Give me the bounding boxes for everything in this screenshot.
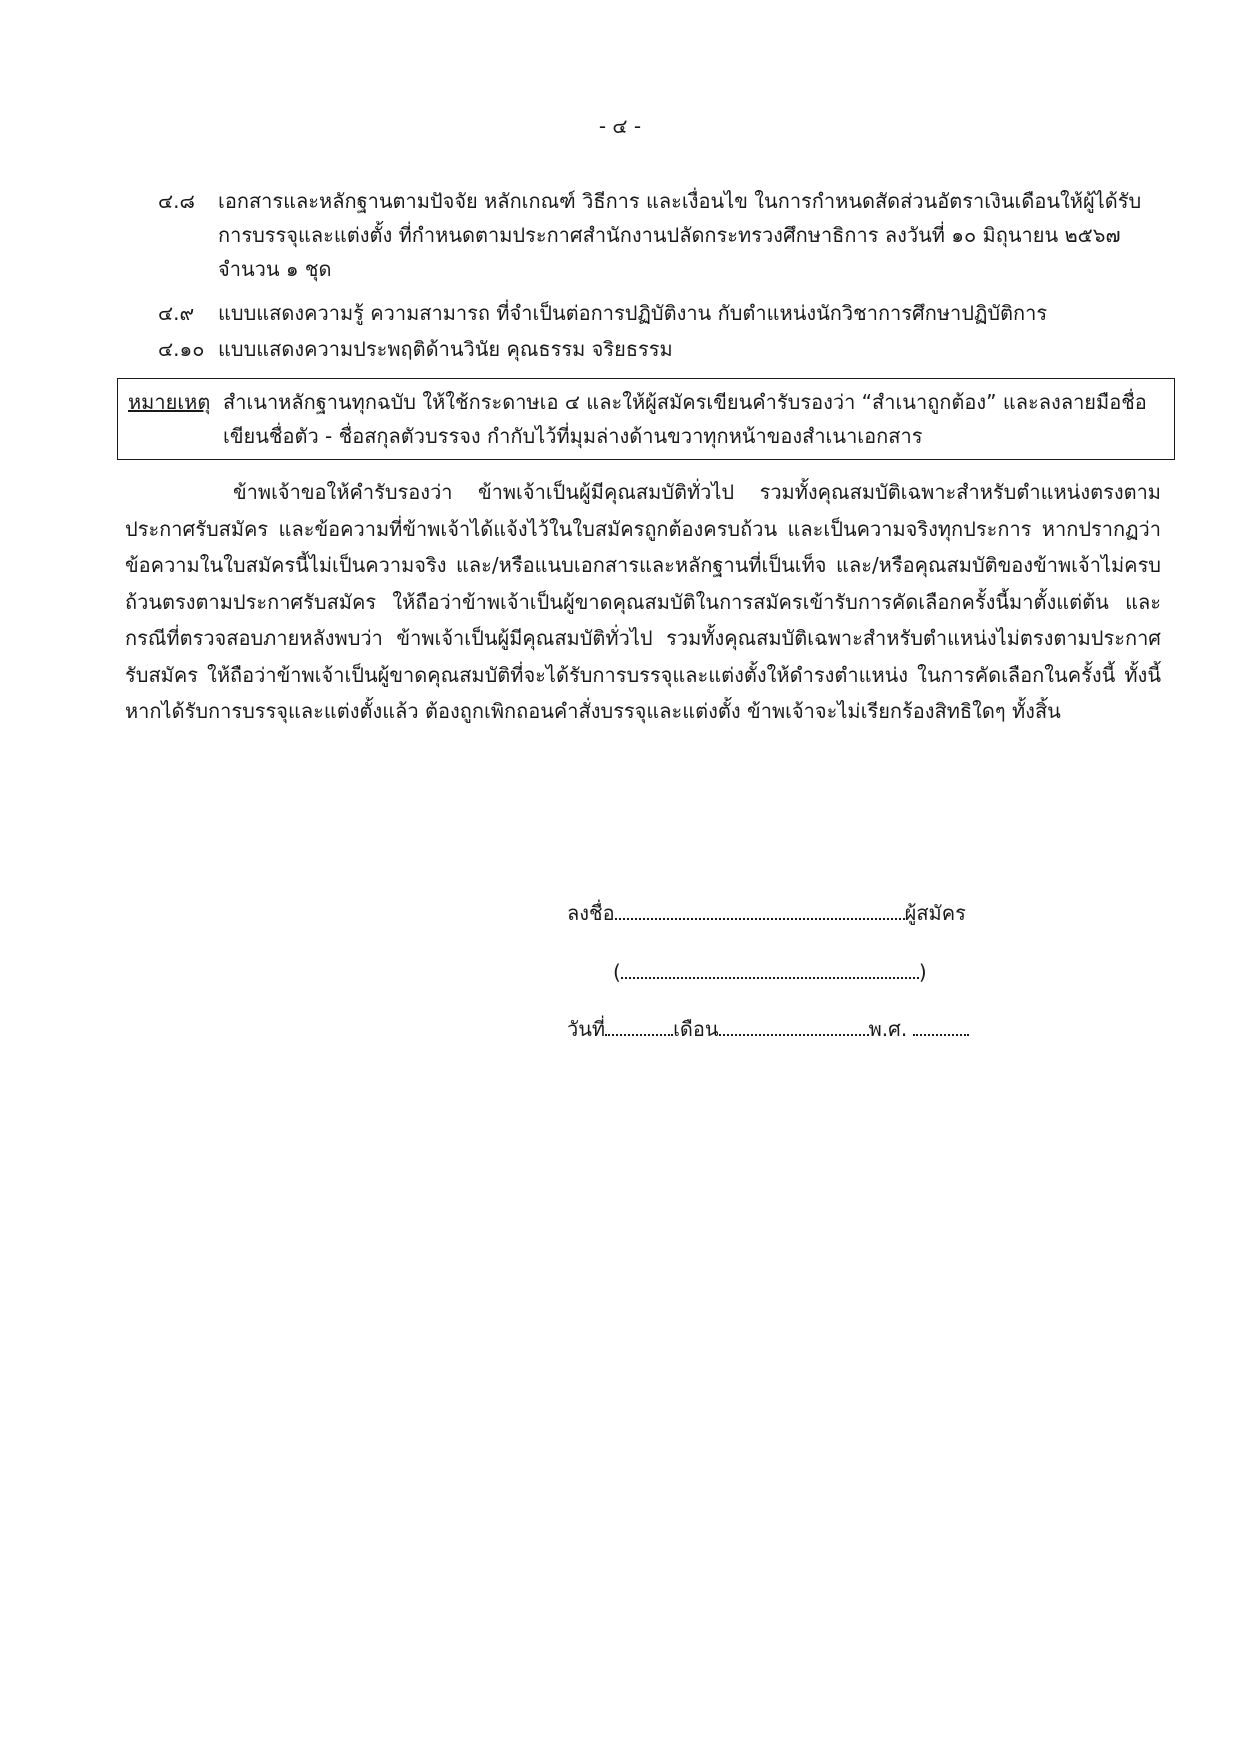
- item-number: ๔.๘: [158, 189, 195, 213]
- month-blank[interactable]: [719, 1014, 869, 1036]
- list-item-4-9: [158, 296, 1158, 330]
- certification-paragraph: ข้าพเจ้าขอให้คำรับรองว่า ข้าพเจ้าเป็นผู้มีคุณสมบัติทั่วไป รวมทั้งคุณสมบัติเฉพาะสำหรับตำแหน่งตรงตามประกาศรับสมัคร และข้อความที่ข้าพเจ้าได้แจ้งไว้ในใบสมัครถูกต้องครบถ้วน และเป็นความจริงทุกประการ หากปรากฏว่าข้อความในใบสมัครนี้ไม่เป็นความจริง และ/หรือแนบเอกสารและหลักฐานที่เป็นเท็จ และ/หรือคุณสมบัติของข้าพเจ้าไม่ครบถ้วนตรงตามประกาศรับสมัคร ให้ถือว่าข้าพเจ้าเป็นผู้ขาดคุณสมบัติในการสมัครเข้ารับการคัดเลือกครั้งนี้มาตั้งแต่ต้น และกรณีที่ตรวจสอบภายหลังพบว่า ข้าพเจ้าเป็นผู้มีคุณสมบัติทั่วไป รวมทั้งคุณสมบัติเฉพาะสำหรับตำแหน่งไม่ตรงตามประกาศรับสมัคร ให้ถือว่าข้าพเจ้าเป็นผู้ขาดคุณสมบัติที่จะได้รับการบรรจุและแต่งตั้งให้ดำรงตำแหน่ง ในการคัดเลือกในครั้งนี้ ทั้งนี้ หากได้รับการบรรจุและแต่งตั้งแล้ว ต้องถูกเพิกถอนคำสั่งบรรจุและแต่งตั้ง ข้าพเจ้าจะไม่เรียกร้องสิทธิใดๆ ทั้งสิ้น: [125, 480, 1161, 723]
- signature-line: [567, 896, 966, 930]
- item-text: แบบแสดงความประพฤติด้านวินัย คุณธรรม จริยธรรม: [218, 337, 673, 361]
- date-line: [567, 1012, 969, 1046]
- name-blank[interactable]: [621, 957, 919, 979]
- note-text: สำเนาหลักฐานทุกฉบับ ให้ใช้กระดาษเอ ๔ และให้ผู้สมัครเขียนคำรับรองว่า “สำเนาถูกต้อง” และลงลายมือชื่อ เขียนชื่อตัว - ชื่อสกุลตัวบรรจง กำกับไว้ที่มุมล่างด้านขวาทุกหน้าของสำเนาเอกสาร: [223, 390, 1147, 448]
- item-number: ๔.๑๐: [158, 337, 205, 361]
- year-label: พ.ศ.: [868, 1017, 908, 1041]
- open-paren: (: [613, 960, 621, 984]
- day-label: วันที่: [567, 1017, 606, 1041]
- day-blank[interactable]: [605, 1014, 673, 1036]
- note-box: [117, 378, 1175, 460]
- signature-blank[interactable]: [615, 898, 905, 920]
- close-paren: ): [918, 960, 927, 984]
- page-number: - ๔ -: [598, 114, 642, 138]
- sign-label: ลงชื่อ: [567, 901, 615, 925]
- item-text: เอกสารและหลักฐานตามปัจจัย หลักเกณฑ์ วิธีการ และเงื่อนไข ในการกำหนดสัดส่วนอัตราเงินเดือนให้ผู้ได้รับการบรรจุและแต่งตั้ง ที่กำหนดตามประกาศสำนักงานปลัดกระทรวงศึกษาธิการ ลงวันที่ ๑๐ มิถุนายน ๒๕๖๗ จำนวน ๑ ชุด: [218, 189, 1142, 281]
- month-label: เดือน: [673, 1017, 719, 1041]
- item-number: ๔.๙: [158, 301, 195, 325]
- list-item-4-8: [158, 184, 1158, 286]
- applicant-label: ผู้สมัคร: [904, 901, 966, 925]
- year-blank[interactable]: [913, 1014, 969, 1036]
- list-item-4-10: [158, 332, 1158, 366]
- item-text: แบบแสดงความรู้ ความสามารถ ที่จำเป็นต่อการปฏิบัติงาน กับตำแหน่งนักวิชาการศึกษาปฏิบัติการ: [218, 301, 1048, 325]
- name-line: [613, 955, 927, 989]
- note-label: หมายเหตุ: [128, 390, 211, 414]
